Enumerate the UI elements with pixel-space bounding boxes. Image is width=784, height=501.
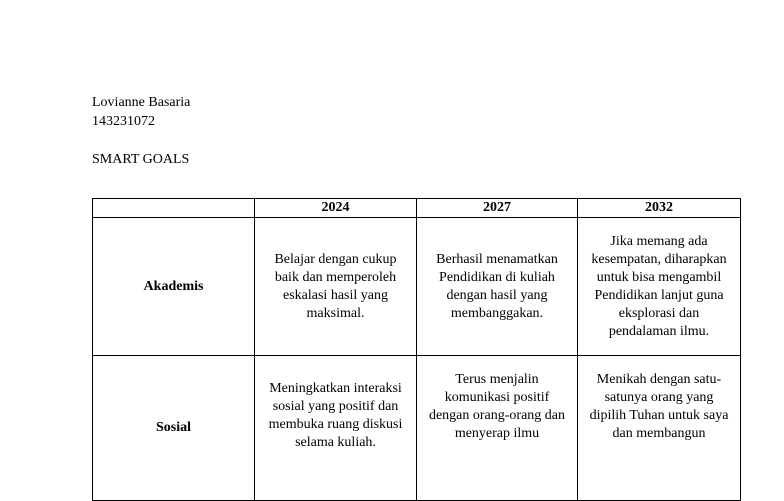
cell-akademis-2027: Berhasil menamatkan Pendidikan di kuliah dengan hasil yang membanggakan. — [417, 218, 578, 356]
cell-akademis-2024: Belajar dengan cukup baik dan memperoleh eskalasi hasil yang maksimal. — [255, 218, 417, 356]
author-id: 143231072 — [92, 114, 155, 129]
table-header-row — [93, 199, 741, 218]
cell-akademis-2032: Jika memang ada kesempatan, diharapkan untuk bisa mengambil Pendidikan lanjut guna eksplorasi dan pendalaman ilmu. — [578, 218, 741, 356]
column-header-2027: 2027 — [417, 199, 578, 218]
author-name: Lovianne Basaria — [92, 95, 191, 110]
cell-sosial-2032: Menikah dengan satu-satunya orang yang dipilih Tuhan untuk saya dan membangun — [578, 356, 741, 501]
table-row-sosial — [93, 356, 741, 501]
column-header-2032: 2032 — [578, 199, 741, 218]
table-row-akademis — [93, 218, 741, 356]
author-block — [92, 93, 190, 131]
row-label-akademis: Akademis — [93, 218, 255, 356]
document-title: SMART GOALS — [92, 152, 190, 167]
cell-sosial-2024: Meningkatkan interaksi sosial yang positif dan membuka ruang diskusi selama kuliah. — [255, 356, 417, 501]
row-label-sosial: Sosial — [93, 356, 255, 501]
cell-sosial-2027: Terus menjalin komunikasi positif dengan orang-orang dan menyerap ilmu — [417, 356, 578, 501]
smart-goals-table — [92, 198, 741, 501]
column-header-2024: 2024 — [255, 199, 417, 218]
column-header-empty — [93, 199, 255, 218]
